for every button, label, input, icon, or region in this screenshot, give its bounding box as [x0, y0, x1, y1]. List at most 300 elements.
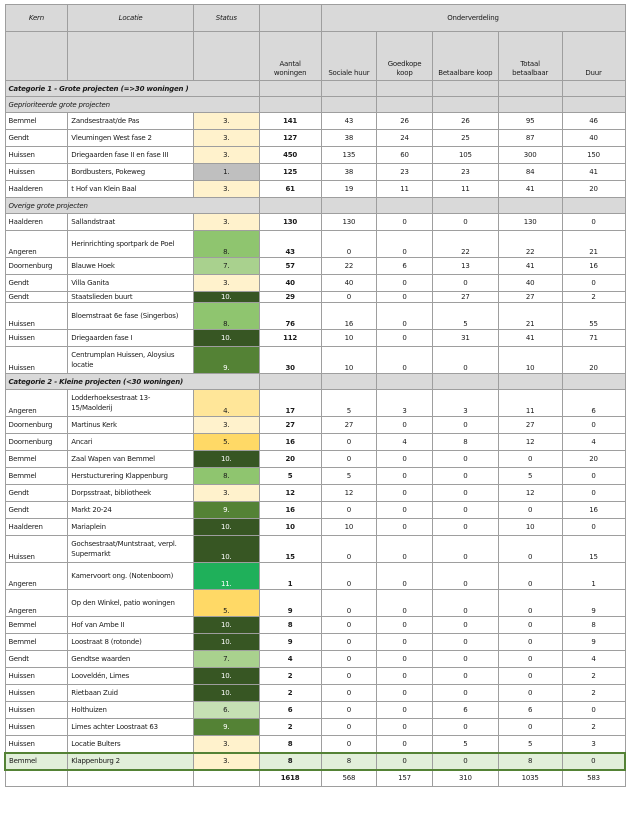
table-row: [5, 451, 625, 468]
cell-goedkope: 0: [377, 634, 433, 651]
cell-aantal: 15: [259, 536, 321, 563]
cell-goedkope: 0: [377, 275, 433, 292]
cell-status: 3.: [193, 181, 259, 198]
cell-aantal: 2: [259, 719, 321, 736]
filler-cell: [377, 81, 433, 97]
cell-duur: 0: [562, 485, 625, 502]
cell-kern: Bemmel: [5, 753, 68, 770]
table-row: [5, 347, 625, 374]
cell-betaalbare: 0: [432, 502, 498, 519]
cell-sociale: 0: [321, 563, 377, 590]
cell-totaal: 8: [498, 753, 562, 770]
cell-kern: Huissen: [5, 702, 68, 719]
cell-status: 3.: [193, 147, 259, 164]
table-row: [5, 434, 625, 451]
cell-totaal: 0: [498, 451, 562, 468]
cell-betaalbare: 25: [432, 130, 498, 147]
table-row: [5, 214, 625, 231]
header-blank: [5, 32, 68, 81]
cell-aantal: 112: [259, 330, 321, 347]
cell-locatie: Centrumplan Huissen, Aloysius locatie: [68, 347, 194, 374]
cell-sociale: 0: [321, 292, 377, 303]
cell-goedkope: 3: [377, 390, 433, 417]
cell-betaalbare: 0: [432, 668, 498, 685]
cell-kern: Haalderen: [5, 181, 68, 198]
cell-totaal: 12: [498, 485, 562, 502]
cell-goedkope: 4: [377, 434, 433, 451]
cell-aantal: 17: [259, 390, 321, 417]
cell-kern: Huissen: [5, 536, 68, 563]
cell-status: 3.: [193, 753, 259, 770]
cell-duur: 4: [562, 651, 625, 668]
table-row: [5, 164, 625, 181]
filler-cell: [562, 81, 625, 97]
subcategory-row: [5, 97, 625, 113]
cell-aantal: 2: [259, 685, 321, 702]
total-totaal: 1035: [498, 770, 562, 787]
filler-cell: [498, 81, 562, 97]
cell-sociale: 10: [321, 330, 377, 347]
cell-locatie: Hof van Ambe II: [68, 617, 194, 634]
filler-cell: [562, 97, 625, 113]
table-row: [5, 634, 625, 651]
cell-locatie: Holthuizen: [68, 702, 194, 719]
cell-betaalbare: 0: [432, 451, 498, 468]
cell-status: 3.: [193, 485, 259, 502]
cell-status: 8.: [193, 303, 259, 330]
total-betaalbare: 310: [432, 770, 498, 787]
cell-aantal: 9: [259, 590, 321, 617]
cell-duur: 150: [562, 147, 625, 164]
cell-sociale: 0: [321, 617, 377, 634]
table-row: [5, 130, 625, 147]
cell-sociale: 40: [321, 275, 377, 292]
table-row: [5, 181, 625, 198]
filler-cell: [562, 374, 625, 390]
cell-sociale: 0: [321, 736, 377, 753]
cell-sociale: 10: [321, 347, 377, 374]
cell-duur: 16: [562, 258, 625, 275]
filler-cell: [321, 374, 377, 390]
cell-locatie: Vleumingen West fase 2: [68, 130, 194, 147]
cell-sociale: 19: [321, 181, 377, 198]
cell-sociale: 12: [321, 485, 377, 502]
filler-cell: [377, 198, 433, 214]
cell-betaalbare: 0: [432, 634, 498, 651]
cell-locatie: Gendtse waarden: [68, 651, 194, 668]
cell-duur: 71: [562, 330, 625, 347]
cell-locatie: Herinrichting sportpark de Poel: [68, 231, 194, 258]
cell-locatie: Bordbusters, Pokeweg: [68, 164, 194, 181]
table-row: [5, 468, 625, 485]
total-goedkope: 157: [377, 770, 433, 787]
filler-cell: [432, 198, 498, 214]
cell-aantal: 6: [259, 702, 321, 719]
cell-aantal: 5: [259, 468, 321, 485]
cell-betaalbare: 5: [432, 736, 498, 753]
cell-kern: Huissen: [5, 347, 68, 374]
cell-kern: Huissen: [5, 736, 68, 753]
cell-status: 9.: [193, 719, 259, 736]
cell-kern: Huissen: [5, 685, 68, 702]
cell-goedkope: 0: [377, 651, 433, 668]
category-title: Categorie 2 - Kleine projecten (<30 woningen): [5, 374, 259, 390]
cell-aantal: 130: [259, 214, 321, 231]
cell-betaalbare: 105: [432, 147, 498, 164]
cell-status: 9.: [193, 347, 259, 374]
cell-duur: 0: [562, 214, 625, 231]
cell-aantal: 1: [259, 563, 321, 590]
cell-duur: 2: [562, 668, 625, 685]
cell-aantal: 2: [259, 668, 321, 685]
cell-status: 10.: [193, 292, 259, 303]
cell-locatie: Markt 20-24: [68, 502, 194, 519]
cell-locatie: Bloemstraat 6e fase (Singerbos): [68, 303, 194, 330]
cell-duur: 6: [562, 390, 625, 417]
cell-betaalbare: 5: [432, 303, 498, 330]
cell-duur: 9: [562, 634, 625, 651]
cell-betaalbare: 6: [432, 702, 498, 719]
filler-cell: [432, 81, 498, 97]
cell-status: 9.: [193, 502, 259, 519]
cell-aantal: 16: [259, 434, 321, 451]
col-header-totaal: Totaal betaalbaar: [498, 32, 562, 81]
cell-betaalbare: 31: [432, 330, 498, 347]
cell-totaal: 10: [498, 347, 562, 374]
cell-sociale: 0: [321, 651, 377, 668]
cell-status: 10.: [193, 451, 259, 468]
cell-kern: Angeren: [5, 563, 68, 590]
cell-status: 1.: [193, 164, 259, 181]
cell-goedkope: 0: [377, 685, 433, 702]
cell-sociale: 0: [321, 590, 377, 617]
cell-betaalbare: 0: [432, 617, 498, 634]
cell-betaalbare: 0: [432, 347, 498, 374]
cell-duur: 41: [562, 164, 625, 181]
cell-sociale: 27: [321, 417, 377, 434]
cell-sociale: 43: [321, 113, 377, 130]
cell-kern: Gendt: [5, 485, 68, 502]
cell-kern: Bemmel: [5, 634, 68, 651]
cell-goedkope: 26: [377, 113, 433, 130]
cell-sociale: 5: [321, 468, 377, 485]
cell-duur: 2: [562, 292, 625, 303]
cell-betaalbare: 0: [432, 753, 498, 770]
cell-kern: Huissen: [5, 719, 68, 736]
col-header-kern: Kern: [5, 5, 68, 32]
table-row: [5, 651, 625, 668]
total-sociale: 568: [321, 770, 377, 787]
cell-duur: 0: [562, 275, 625, 292]
cell-goedkope: 0: [377, 563, 433, 590]
cell-betaalbare: 0: [432, 468, 498, 485]
cell-locatie: Rietbaan Zuid: [68, 685, 194, 702]
table-row: [5, 275, 625, 292]
cell-duur: 1: [562, 563, 625, 590]
cell-kern: Angeren: [5, 390, 68, 417]
cell-totaal: 41: [498, 181, 562, 198]
cell-status: 10.: [193, 617, 259, 634]
header-empty-cell: [259, 5, 321, 32]
header-blank: [68, 32, 194, 81]
cell-duur: 0: [562, 519, 625, 536]
cell-goedkope: 0: [377, 347, 433, 374]
cell-totaal: 0: [498, 502, 562, 519]
cell-goedkope: 0: [377, 451, 433, 468]
cell-duur: 0: [562, 702, 625, 719]
cell-kern: Gendt: [5, 130, 68, 147]
cell-goedkope: 0: [377, 330, 433, 347]
cell-totaal: 0: [498, 634, 562, 651]
table-row: [5, 147, 625, 164]
category-row: [5, 81, 625, 97]
cell-status: 10.: [193, 519, 259, 536]
cell-totaal: 0: [498, 590, 562, 617]
cell-kern: Haalderen: [5, 519, 68, 536]
cell-sociale: 0: [321, 685, 377, 702]
cell-goedkope: 0: [377, 736, 433, 753]
cell-locatie: Driegaarden fase II en fase III: [68, 147, 194, 164]
cell-goedkope: 6: [377, 258, 433, 275]
cell-locatie: Kamervoort ong. (Notenboom): [68, 563, 194, 590]
cell-status: 3.: [193, 275, 259, 292]
table-row: [5, 113, 625, 130]
cell-aantal: 10: [259, 519, 321, 536]
cell-locatie: Zaal Wapen van Bemmel: [68, 451, 194, 468]
cell-totaal: 130: [498, 214, 562, 231]
cell-totaal: 10: [498, 519, 562, 536]
cell-locatie: Klappenburg 2: [68, 753, 194, 770]
totals-blank: [193, 770, 259, 787]
cell-kern: Huissen: [5, 303, 68, 330]
cell-betaalbare: 0: [432, 417, 498, 434]
cell-aantal: 16: [259, 502, 321, 519]
cell-betaalbare: 0: [432, 485, 498, 502]
cell-sociale: 0: [321, 536, 377, 563]
table-row: [5, 417, 625, 434]
cell-status: 3.: [193, 214, 259, 231]
cell-duur: 2: [562, 719, 625, 736]
table-row: [5, 702, 625, 719]
cell-locatie: Martinus Kerk: [68, 417, 194, 434]
cell-locatie: t Hof van Klein Baal: [68, 181, 194, 198]
cell-sociale: 38: [321, 130, 377, 147]
cell-betaalbare: 0: [432, 685, 498, 702]
cell-locatie: Loostraat 8 (rotonde): [68, 634, 194, 651]
cell-status: 3.: [193, 736, 259, 753]
cell-kern: Bemmel: [5, 451, 68, 468]
cell-aantal: 43: [259, 231, 321, 258]
cell-duur: 15: [562, 536, 625, 563]
cell-duur: 20: [562, 181, 625, 198]
table-row: [5, 719, 625, 736]
table-row: [5, 502, 625, 519]
cell-sociale: 0: [321, 231, 377, 258]
cell-sociale: 0: [321, 502, 377, 519]
header-blank: [193, 32, 259, 81]
cell-sociale: 38: [321, 164, 377, 181]
filler-cell: [321, 81, 377, 97]
cell-aantal: 30: [259, 347, 321, 374]
cell-totaal: 0: [498, 617, 562, 634]
cell-totaal: 0: [498, 651, 562, 668]
table-row: [5, 685, 625, 702]
cell-status: 5.: [193, 590, 259, 617]
filler-cell: [259, 198, 321, 214]
cell-kern: Huissen: [5, 330, 68, 347]
cell-status: 4.: [193, 390, 259, 417]
col-header-duur: Duur: [562, 32, 625, 81]
cell-aantal: 29: [259, 292, 321, 303]
table-row: [5, 303, 625, 330]
header-row-top: [5, 5, 625, 32]
cell-locatie: Dorpsstraat, bibliotheek: [68, 485, 194, 502]
cell-goedkope: 0: [377, 485, 433, 502]
cell-locatie: Mariaplein: [68, 519, 194, 536]
cell-goedkope: 0: [377, 502, 433, 519]
cell-aantal: 9: [259, 634, 321, 651]
cell-duur: 3: [562, 736, 625, 753]
cell-aantal: 8: [259, 617, 321, 634]
cell-goedkope: 60: [377, 147, 433, 164]
cell-totaal: 11: [498, 390, 562, 417]
cell-aantal: 12: [259, 485, 321, 502]
cell-sociale: 0: [321, 451, 377, 468]
cell-locatie: Blauwe Hoek: [68, 258, 194, 275]
cell-status: 8.: [193, 468, 259, 485]
cell-status: 11.: [193, 563, 259, 590]
filler-cell: [498, 374, 562, 390]
cell-kern: Bemmel: [5, 113, 68, 130]
cell-locatie: Locatie Bulters: [68, 736, 194, 753]
cell-aantal: 125: [259, 164, 321, 181]
cell-kern: Bemmel: [5, 617, 68, 634]
cell-duur: 0: [562, 468, 625, 485]
cell-aantal: 4: [259, 651, 321, 668]
cell-totaal: 84: [498, 164, 562, 181]
cell-goedkope: 0: [377, 519, 433, 536]
filler-cell: [259, 81, 321, 97]
cell-sociale: 130: [321, 214, 377, 231]
cell-totaal: 27: [498, 417, 562, 434]
cell-locatie: Looveldén, Limes: [68, 668, 194, 685]
cell-totaal: 5: [498, 468, 562, 485]
cell-betaalbare: 13: [432, 258, 498, 275]
cell-kern: Doornenburg: [5, 258, 68, 275]
cell-goedkope: 0: [377, 753, 433, 770]
cell-duur: 40: [562, 130, 625, 147]
cell-sociale: 8: [321, 753, 377, 770]
cell-totaal: 40: [498, 275, 562, 292]
cell-aantal: 8: [259, 753, 321, 770]
cell-locatie: Ancari: [68, 434, 194, 451]
cell-status: 10.: [193, 536, 259, 563]
cell-duur: 21: [562, 231, 625, 258]
cell-betaalbare: 3: [432, 390, 498, 417]
cell-totaal: 0: [498, 668, 562, 685]
cell-kern: Huissen: [5, 668, 68, 685]
total-duur: 583: [562, 770, 625, 787]
filler-cell: [562, 198, 625, 214]
cell-betaalbare: 26: [432, 113, 498, 130]
cell-status: 6.: [193, 702, 259, 719]
cell-betaalbare: 0: [432, 275, 498, 292]
col-header-betaalbare: Betaalbare koop: [432, 32, 498, 81]
table-row: [5, 258, 625, 275]
cell-totaal: 21: [498, 303, 562, 330]
cell-kern: Angeren: [5, 231, 68, 258]
cell-totaal: 22: [498, 231, 562, 258]
col-header-goedkope: Goedkope koop: [377, 32, 433, 81]
cell-kern: Doornenburg: [5, 434, 68, 451]
cell-locatie: Villa Ganita: [68, 275, 194, 292]
cell-kern: Huissen: [5, 164, 68, 181]
subcategory-title: Geprioriteerde grote projecten: [5, 97, 259, 113]
filler-cell: [498, 198, 562, 214]
cell-goedkope: 0: [377, 292, 433, 303]
cell-totaal: 0: [498, 563, 562, 590]
cell-totaal: 12: [498, 434, 562, 451]
cell-totaal: 41: [498, 258, 562, 275]
cell-status: 10.: [193, 330, 259, 347]
cell-locatie: Gochsestraat/Muntstraat, verpl. Supermarkt: [68, 536, 194, 563]
cell-totaal: 87: [498, 130, 562, 147]
cell-aantal: 27: [259, 417, 321, 434]
cell-goedkope: 0: [377, 214, 433, 231]
cell-status: 7.: [193, 258, 259, 275]
table-row: [5, 330, 625, 347]
cell-locatie: Op den Winkel, patio woningen: [68, 590, 194, 617]
cell-status: 3.: [193, 417, 259, 434]
cell-duur: 46: [562, 113, 625, 130]
cell-duur: 2: [562, 685, 625, 702]
cell-goedkope: 0: [377, 303, 433, 330]
cell-goedkope: 11: [377, 181, 433, 198]
cell-status: 10.: [193, 634, 259, 651]
filler-cell: [321, 97, 377, 113]
cell-kern: Gendt: [5, 275, 68, 292]
totals-blank: [5, 770, 68, 787]
cell-aantal: 61: [259, 181, 321, 198]
cell-duur: 8: [562, 617, 625, 634]
col-header-sociale: Sociale huur: [321, 32, 377, 81]
cell-status: 7.: [193, 651, 259, 668]
category-row: [5, 374, 625, 390]
cell-totaal: 41: [498, 330, 562, 347]
cell-betaalbare: 0: [432, 519, 498, 536]
cell-totaal: 300: [498, 147, 562, 164]
cell-status: 3.: [193, 113, 259, 130]
cell-goedkope: 0: [377, 590, 433, 617]
cell-goedkope: 0: [377, 536, 433, 563]
housing-projects-table: [4, 4, 626, 787]
cell-aantal: 40: [259, 275, 321, 292]
cell-kern: Huissen: [5, 147, 68, 164]
cell-goedkope: 24: [377, 130, 433, 147]
cell-totaal: 5: [498, 736, 562, 753]
col-header-status: Status: [193, 5, 259, 32]
cell-locatie: Sallandstraat: [68, 214, 194, 231]
cell-duur: 0: [562, 753, 625, 770]
filler-cell: [432, 374, 498, 390]
cell-goedkope: 0: [377, 668, 433, 685]
cell-goedkope: 0: [377, 617, 433, 634]
filler-cell: [377, 97, 433, 113]
table-row: [5, 536, 625, 563]
col-header-onderverdeling: Onderverdeling: [321, 5, 625, 32]
cell-duur: 16: [562, 502, 625, 519]
table-row: [5, 590, 625, 617]
